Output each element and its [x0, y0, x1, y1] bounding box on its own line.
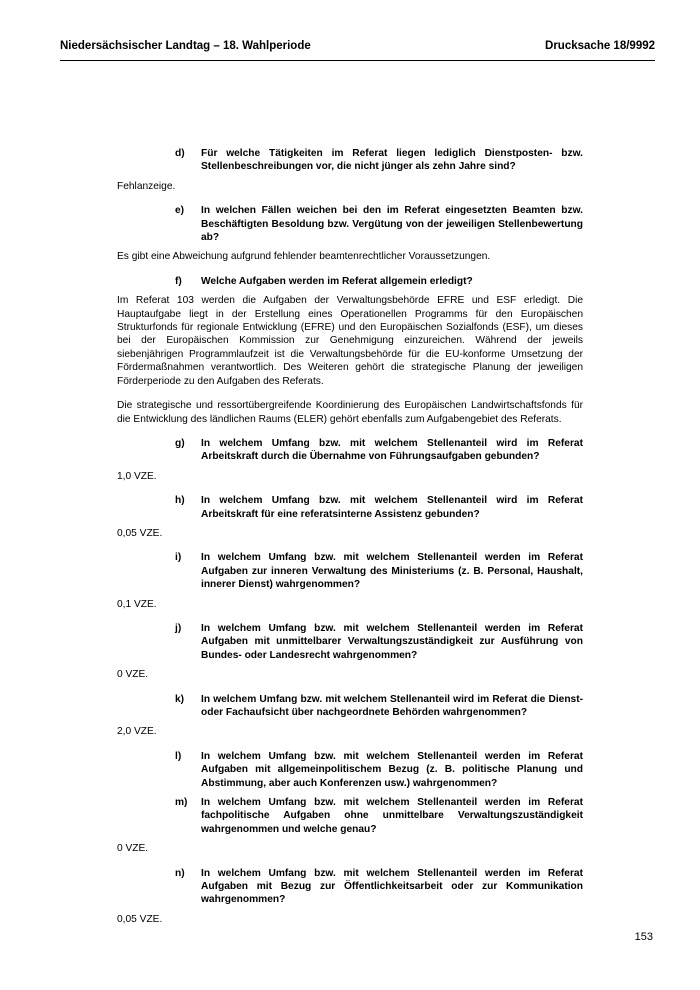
question-item — [175, 551, 583, 591]
question-text: In welchem Umfang bzw. mit welchem Stellenanteil wird im Referat Arbeitskraft für eine referatsinterne Assistenz gebunden? — [201, 495, 583, 520]
page-header — [60, 40, 655, 61]
question-item — [175, 494, 583, 521]
answer-text: 0,05 VZE. — [117, 913, 163, 925]
question-text: In welchem Umfang bzw. mit welchem Stellenanteil werden im Referat Aufgaben zur inneren Verwaltung des Ministeriums (z. B. Personal, Haushalt, innerer Dienst) wahrgenommen? — [201, 552, 583, 591]
answer-text: Fehlanzeige. — [117, 180, 176, 192]
answer-text: Im Referat 103 werden die Aufgaben der Verwaltungsbehörde EFRE und ESF erledigt. Die Hauptaufgabe liegt in der Erstellung eines Operationellen Programms für den Europäischen Strukturfonds für regionale Entwicklung (EFRE) und den Europäischen Sozialfonds (ESF), um dieses bei der Europäischen Kommission zur Genehmigung einzureichen. Während der jeweils siebenjährigen Programmlaufzeit ist die Verwaltungsbehörde für die EU-konforme Umsetzung der Fördermaßnahmen verantwortlich. Des Weiteren gehört die strategische Planung der jeweiligen Förderperiode zu den Aufgaben des Referats. — [117, 295, 583, 387]
answer-text: 0 VZE. — [117, 843, 149, 855]
answer-text: Die strategische und ressortübergreifende Koordinierung des Europäischen Landwirtschaftsfonds für die Entwicklung des ländlichen Raums (ELER) gehört ebenfalls zum Aufgabengebiet des Referats. — [117, 400, 583, 425]
question-label: n) — [175, 867, 185, 879]
question-item — [175, 622, 583, 662]
question-text: In welchem Umfang bzw. mit welchem Stellenanteil werden im Referat Aufgaben mit Bezug zur Öffentlichkeitsarbeit oder zur Kommunikation wahrgenommen? — [201, 867, 583, 906]
question-item — [175, 750, 583, 790]
question-item — [175, 147, 583, 174]
question-text: In welchem Umfang bzw. mit welchem Stellenanteil wird im Referat Arbeitskraft durch die Übernahme von Führungsaufgaben gebunden? — [201, 437, 583, 463]
question-text: Welche Aufgaben werden im Referat allgemein erledigt? — [201, 275, 473, 287]
answer-text: Es gibt eine Abweichung aufgrund fehlender beamtenrechtlicher Voraussetzungen. — [117, 251, 491, 263]
question-label: m) — [175, 797, 188, 809]
question-item — [175, 796, 583, 836]
question-label: l) — [175, 750, 182, 762]
question-text: In welchem Umfang bzw. mit welchem Stellenanteil wird im Referat die Dienst- oder Fachaufsicht über nachgeordnete Behörden wahrgenommen? — [201, 693, 583, 718]
question-item — [175, 437, 583, 464]
question-item — [175, 867, 583, 907]
question-item — [175, 275, 583, 288]
question-label: f) — [175, 275, 182, 287]
answer-text: 0,05 VZE. — [117, 527, 163, 539]
document-body — [117, 147, 583, 937]
document-number: Drucksache 18/9992 — [545, 40, 655, 52]
question-label: j) — [175, 622, 182, 634]
answer-text: 2,0 VZE. — [117, 726, 157, 738]
answer-text: 0,1 VZE. — [117, 598, 157, 610]
question-text: In welchem Umfang bzw. mit welchem Stellenanteil werden im Referat Aufgaben mit allgemeinpolitischem Bezug (z. B. politische Planung und Abstimmung, aber auch Konferenzen usw.) wahrgenommen? — [201, 750, 583, 789]
answer-text: 0 VZE. — [117, 669, 149, 681]
question-label: i) — [175, 552, 182, 564]
question-item — [175, 693, 583, 720]
header-title: Niedersächsischer Landtag – 18. Wahlperiode — [60, 40, 311, 52]
question-label: g) — [175, 437, 185, 449]
question-label: d) — [175, 148, 185, 159]
answer-text: 1,0 VZE. — [117, 470, 157, 482]
question-label: k) — [175, 693, 185, 705]
question-item — [175, 204, 583, 244]
question-label: e) — [175, 205, 185, 217]
question-text: Für welche Tätigkeiten im Referat liegen lediglich Dienstposten- bzw. Stellenbeschreibungen vor, die nicht jünger als zehn Jahre sind? — [201, 148, 583, 173]
question-text: In welchen Fällen weichen bei den im Referat eingesetzten Beamten bzw. Beschäftigten Besoldung bzw. Vergütung von der jeweiligen Stellenbewertung ab? — [201, 205, 583, 244]
question-text: In welchem Umfang bzw. mit welchem Stellenanteil werden im Referat Aufgaben mit unmittelbarer Verwaltungszuständigkeit zur Ausführung von Bundes- oder Landesrecht wahrgenommen? — [201, 622, 583, 661]
page-number: 153 — [634, 931, 653, 943]
question-label: h) — [175, 495, 185, 507]
question-text: In welchem Umfang bzw. mit welchem Stellenanteil werden im Referat fachpolitische Aufgaben ohne unmittelbare Verwaltungszuständigkeit wahrgenommen und welche genau? — [201, 797, 583, 835]
